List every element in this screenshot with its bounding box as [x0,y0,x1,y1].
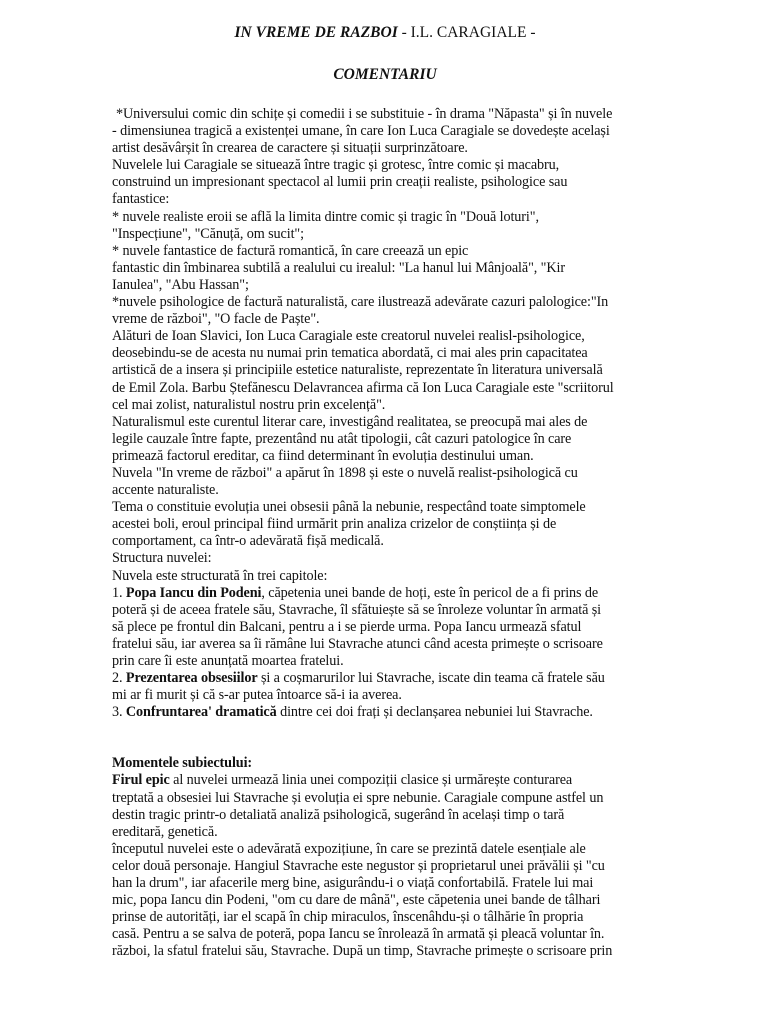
chapter-heading: Popa Iancu din Podeni [125,584,262,601]
text-line: Alături de Ioan Slavici, Ion Luca Caragiale este creatorul nuvelei realisl-psihologice, [112,328,585,345]
text-line: "Inspecțiune", "Cănuță, om sucit"; [112,225,304,242]
text-line: acestei boli, eroul principal fiind urmărit prin analiza crizelor de conștiința și de [112,516,557,533]
text-line: începutul nuvelei este o adevărată expozițiune, în care se prezintă datele esențiale ale [112,840,586,857]
text-line: vreme de război", "O facle de Paște". [112,311,320,328]
text-line: treptată a obsesiei lui Stavrache și evoluția ei spre nebunie. Caragiale compune astfel un [112,789,604,806]
item-text: și a coșmarurilor lui Stavrache, iscate din teama că fratele său [257,670,605,687]
item-text: dintre cei doi frați și declanșarea nebuniei lui Stavrache. [276,704,593,721]
text-line: deosebindu-se de acesta nu numai prin tematica abordată, ci mai ales prin capacitatea [112,345,588,362]
document-subtitle: COMENTARIU [333,66,437,83]
item-number: 2. [112,670,126,687]
text-line: Tema o constituie evoluția unei obsesii până la nebunie, respectând toate simptomele [112,499,586,516]
text-line: fratelui său, iar averea sa îi rămâne lui Stavrache atunci când acesta primește o scrisoare [112,635,603,652]
text-line: să plece pe frontul din Balcani, pentru a i se pierde urma. Popa Iancu urmează sfatul [112,618,582,635]
text-line: Naturalismul este curentul literar care, investigând realitatea, se preocupă mai ales de [112,413,588,430]
text-line: accente naturaliste. [112,482,219,499]
section-heading [112,755,658,772]
text-line: război, la sfatul fratelui său, Stavrache. După un timp, Stavrache primește o scrisoare prin [112,943,613,960]
text-line: Ianulea", "Abu Hassan"; [112,276,249,293]
text-line: mic, popa Iancu din Podeni, "om cu dare de mână", este căpetenia unei bande de tâlhari [112,892,601,909]
text-line: fantastic din îmbinarea subtilă a realului cu irealul: "La hanul lui Mânjoală", "Kir [112,259,565,276]
document-body [112,106,658,961]
text-line: prin care îi este anunțată moartea fratelui. [112,653,344,669]
text-line: primează factorul ereditar, ca fiind determinant în evoluția destinului uman. [112,447,534,464]
title-main: IN VREME DE RAZBOI [234,24,398,41]
text-line: *nuvele psihologice de factură naturalistă, care ilustrează adevărate cazuri palologice:"In [112,294,609,311]
item-text: , căpetenia unei bande de hoți, este în pericol de a fi prins de [261,584,599,601]
text-line: * nuvele realiste eroii se află la limita dintre comic și tragic în "Două loturi", [112,208,539,225]
item-number: 3. [112,704,126,721]
item-text: al nuvelei urmează linia unei compoziții clasice și urmărește conturarea [169,772,573,789]
document-page [112,18,658,961]
text-line: ereditară, genetică. [112,823,218,840]
chapter-heading: Confruntarea' dramatică [125,704,277,721]
text-line: han la drum", iar afacerile merg bine, asigurându-i o viață confortabilă. Fratele lui mai [112,875,594,892]
text-line: celor două personaje. Hangiul Stavrache este negustor și proprietarul unei prăvălii și "cu [112,857,605,874]
text-line: Nuvelele lui Caragiale se situează între tragic și grotesc, între comic și macabru, [112,157,560,174]
text-line: poteră și de aceea fratele său, Stavrache, îl sfătuiește să se înroleze voluntar în armată și [112,601,602,618]
text-line: cel mai zolist, naturalistul nostru prin excelență". [112,396,386,413]
text-line: destin tragic printr-o detaliată analiză psihologică, sugerând în același timp o tară [112,806,565,823]
text-line: *Universului comic din schițe și comedii i se substituie - în drama "Năpasta" și în nuvele [116,106,613,122]
text-line [112,772,658,789]
term-heading: Firul epic [112,772,170,789]
text-line: casă. Pentru a se salva de poteră, popa Iancu se înrolează în armată și pleacă voluntar în. [112,926,605,943]
text-line: fantastice: [112,191,170,208]
text-line: Nuvela este structurată în trei capitole: [112,567,328,584]
text-line: Nuvela "In vreme de război" a apărut în 1898 și este o nuvelă realist-psihologică cu [112,464,578,481]
text-line: * nuvele fantastice de factură romantică, în care creează un epic [112,242,469,259]
text-line [112,670,658,687]
text-line: de Emil Zola. Barbu Ștefănescu Delavrancea afirma că Ion Luca Caragiale este "scriitorul [112,379,614,396]
chapter-heading: Prezentarea obsesiilor [125,670,258,687]
text-line [112,704,658,721]
item-number: 1. [112,584,126,601]
title-author: - I.L. CARAGIALE - [397,24,536,41]
text-line: prinse de autorități, iar el scapă în chip miraculos, înscenâhdu-și o tâlhărie în propria [112,909,584,926]
text-line: construind un impresionant spectacol al lumii prin creații realiste, psihologice sau [112,174,568,191]
text-line: Structura nuvelei: [112,550,212,567]
text-line: mi ar fi murit și că s-ar putea întoarce să-i ia averea. [112,687,402,704]
text-line: comportament, ca într-o adevărată fișă medicală. [112,533,384,550]
text-line: artist desăvârșit în crearea de caractere și situații surprinzătoare. [112,140,468,157]
text-line [112,585,658,602]
section-heading-text: Momentele subiectului: [112,755,253,772]
text-line: artistică de a insera și principiile estetice naturaliste, reprezentate în literatura universală [112,362,603,379]
text-line: legile cauzale între fapte, prezentând nu atât tipologii, cât cazuri patologice în care [112,430,572,447]
text-line: - dimensiunea tragică a existenței umane, în care Ion Luca Caragiale se dovedește același [112,123,610,140]
paragraph-gap [112,721,658,755]
document-title [112,22,658,44]
